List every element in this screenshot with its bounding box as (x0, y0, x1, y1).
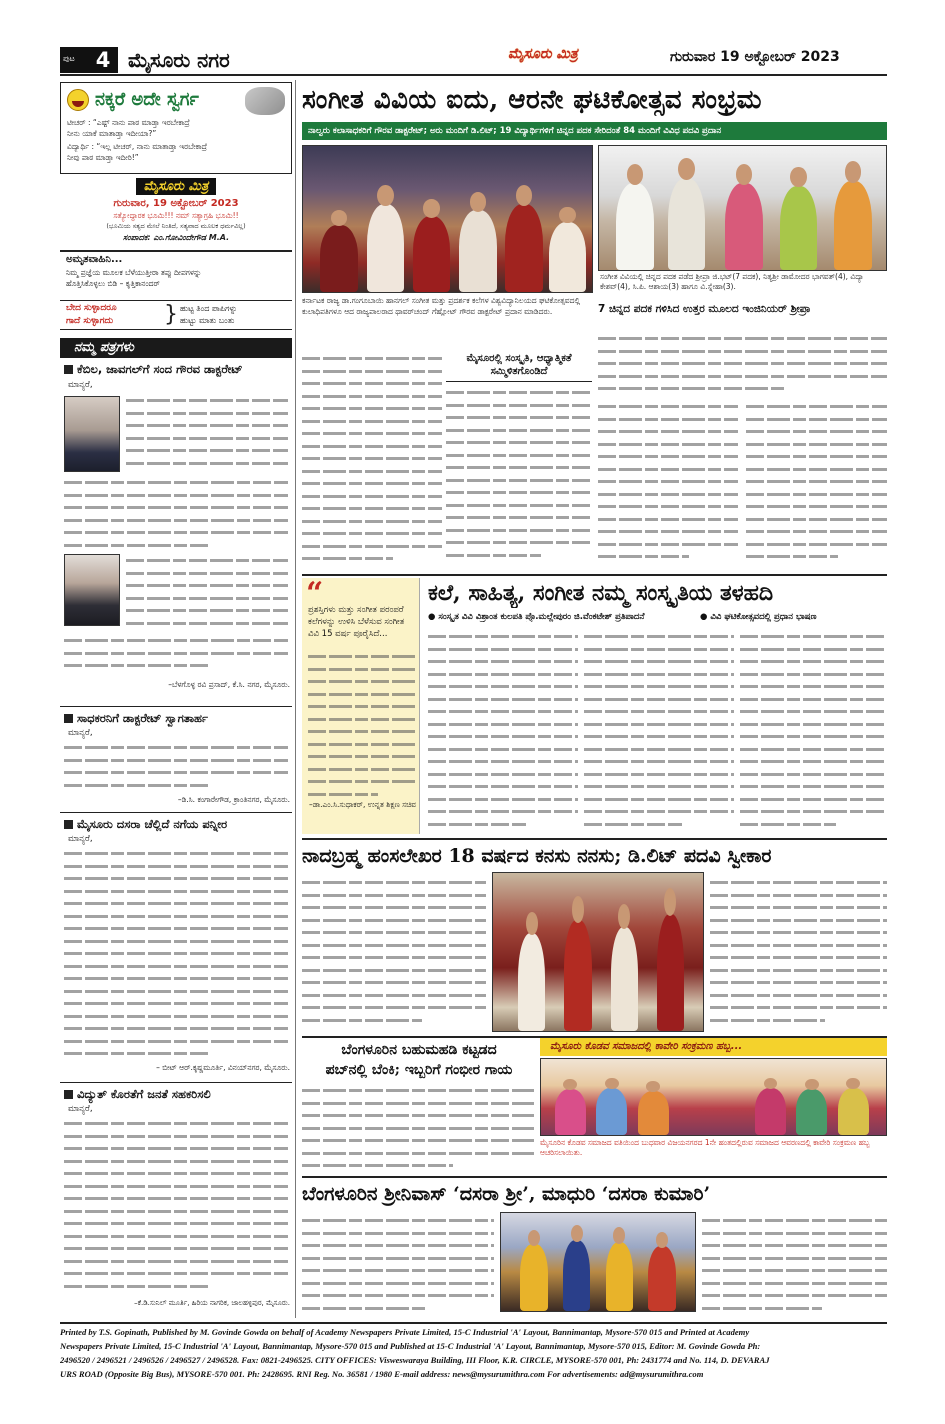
imprint (60, 1325, 887, 1381)
letter-2-body (64, 741, 288, 793)
gold-medalists-caption: ಸಂಗೀತ ವಿವಿಯಲ್ಲಿ ಚಿನ್ನದ ಪದಕ ಪಡೆದ ಶ್ರೀಪ್ರಾ ಜಿ.ಭಟ್(7 ಪದಕ), ನಿತ್ಯಶ್ರೀ ಡಾಮೋದರ ಭಾಗವತ್(4), ವಿದ್ಯಾ ಕೇಶವ್(4), ಸಿ.ಪಿ. ಆಶಾಯ(3) ಹಾಗೂ ವಿ.ಸ್ನೇಹಾ(3). (600, 272, 864, 291)
culture-quote-text: ಪ್ರಶಸ್ತಿಗಳು ಮತ್ತು ಸಂಗೀತ ಪರಂಪರೆ ಕಲೆಗಳನ್ನು ಉಳಿಸಿ ಬೆಳೆಸುವ ಸಂಗೀತ ವಿವಿ 15 ವರ್ಷ ಪೂರೈಸಿದೆ... (308, 605, 405, 639)
letter-3-body (64, 847, 288, 1059)
section-rule-2 (302, 838, 887, 840)
culture-sub-1: ● ಸಂಸ್ಕೃತ ವಿವಿ ವಿಶ್ರಾಂತ ಕುಲಪತಿ ಪ್ರೊ.ಮಲ್ಲೇಪುರಂ ಜಿ.ವೆಂಕಟೇಶ್ ಪ್ರತಿಪಾದನೆ (428, 612, 645, 622)
letter-1-sign: –ಬೆಳಗೊಳ್ಳ ರವಿ ಪ್ರಸಾದ್, ಕೆ.ಸಿ. ನಗರ, ಮೈಸೂರು. (168, 680, 290, 689)
joke-title: ನಕ್ಕರೆ ಅದೇ ಸ್ವರ್ಗ (95, 89, 199, 110)
letter-4-lead: ಮಾನ್ಯರೆ, (68, 1104, 93, 1114)
imprint-line-2: Newspapers Private Limited, 15-C Industrial 'A' Layout, Bannimantap, Mysore-570 015 and Published at 15-C Industrial 'A' Layout, Bannimantap, Mysore-570 015, Editor: M. Govinde Gowda Ph: (60, 1341, 761, 1351)
kodava-banner (540, 1038, 887, 1056)
letter-4-sign: –ಕೆ.ಡಿ.ಸುನಿಲ್ ಮೂರ್ತಿ, ಹಿರಿಯ ನಾಗರಿಕ, ಜಾಲಹಳ್ಳಿಪುರ, ಮೈಸೂರು. (134, 1299, 290, 1307)
side-story-body (446, 386, 592, 570)
quote-mark-icon: “ (306, 576, 324, 611)
joke-line-1: ಟೀಚರ್ : “ಎಷ್ಟ್ ನಾನು ಪಾಠ ಮಾಡ್ತಾ ಇರಬೇಕಾದ್ರೆ (67, 118, 190, 127)
gold-story-body (598, 332, 887, 394)
accident-headline-1: ಬೆಂಗಳೂರಿನ ಬಹುಮಹಡಿ ಕಟ್ಟಡದ (341, 1042, 497, 1058)
paper-box-tagline: ಸತ್ಯೋದ್ಧಾರಕ ಭೂಮಿ!!! ನಮ್ ಸತ್ಯಾಗ್ರಹಿ ಭೂಮಿ!! (113, 211, 239, 220)
imprint-line-3: 2496520 / 2496521 / 2496526 / 2496527 / 2496528. Fax: 0821-2496525. CITY OFFICES: Visweswaraya Building, III Floor, K.R. CIRCLE, MYSORE-570 001, Ph: 2431774 and No. 114, D. DEVARAJ (60, 1355, 770, 1365)
letter-1-body-a (126, 394, 288, 476)
paper-box-editor: ಸಂಪಾದಕ: ಎಂ.ಗೋವಿಂದೇಗೌಡ M.A. (122, 233, 230, 242)
letter-4 (60, 1082, 292, 1318)
page-label: ಪುಟ (63, 54, 75, 63)
bullet-square-icon (64, 365, 73, 374)
proverb-brace: } (164, 302, 178, 327)
imprint-rule (60, 1322, 887, 1324)
masthead-rule (60, 74, 887, 76)
section-title: ಮೈಸೂರು ನಗರ (128, 48, 230, 72)
letter-2-sign: –ಡಿ.ಸಿ. ಕಂಗಾರೇಗೌಡ, ಕ್ರಾಂತಿನಗರ, ಮೈಸೂರು. (177, 795, 290, 804)
letter-4-body (64, 1117, 288, 1291)
letter-2-lead: ಮಾನ್ಯರೆ, (68, 728, 93, 738)
proverb-q-2: ಗಾದೆ ಸುಳ್ಳಾಗದು (66, 316, 114, 326)
culture-body-col-3 (740, 630, 887, 834)
accident-body (302, 1084, 534, 1174)
lead-strap-text: ನಾಲ್ವರು ಕಲಾಸಾಧಕರಿಗೆ ಗೌರವ ಡಾಕ್ಟರೇಟ್; ಅರು ಮಂದಿಗೆ ಡಿ.ಲಿಟ್; 19 ವಿದ್ಯಾರ್ಥಿಗಳಿಗೆ ಚಿನ್ನದ ಪದಕ ಸೇರಿದಂತೆ 84 ಮಂದಿಗೆ ವಿವಿಧ ಪದವಿ ಪ್ರದಾನ (308, 126, 722, 136)
joke-box (60, 82, 292, 174)
letter-1-portrait (64, 396, 120, 472)
letter-4-title-text: ವಿದ್ಯುತ್ ಕೊರತೆಗೆ ಜನತೆ ಸಹಕರಿಸಲಿ (77, 1087, 211, 1101)
side-story-head: ಮೈಸೂರಲ್ಲಿ ಸಂಸ್ಕೃತಿ, ಆಧ್ಯಾತ್ಮಿಕತೆ ಸಮ್ಮಿಳಿತಗೊಂಡಿದೆ (446, 352, 592, 382)
section-rule-1 (302, 574, 887, 576)
lead-strap (302, 122, 887, 140)
culture-headline: ಕಲೆ, ಸಾಹಿತ್ಯ, ಸಂಗೀತ ನಮ್ಮ ಸಂಸ್ಕೃತಿಯ ತಳಹದಿ (428, 580, 774, 606)
joke-line-2: ನೀನು ಯಾಕೆ ಮಾತಾಡ್ತಾ ಇದೀಯಾ?” (67, 129, 157, 138)
letter-3-title (64, 817, 292, 832)
amrutha-line-1: ನಿಮ್ಮ ಪ್ರಜ್ಞೆಯ ಮೂಲಕ ಬೆಳೆಯುತ್ತೀರಾ ತಪ್ಪು ದೀಪಗಳನ್ನು (66, 268, 202, 277)
imprint-line-1: Printed by T.S. Gopinath, Published by M. Govinde Gowda on behalf of Academy Newspapers Private Limited, 15-C Industrial 'A' Layout, Bannimantap, Mysore-570 015 and Printed at Academy (60, 1327, 750, 1337)
letter-1 (60, 362, 292, 702)
letters-banner-title: ನಮ್ಮ ಪತ್ರಗಳು (74, 340, 134, 355)
culture-body-col-2 (584, 630, 734, 834)
culture-sub-2-text: ವಿವಿ ಘಟಿಕೋತ್ಸವದಲ್ಲಿ ಪ್ರಧಾನ ಭಾಷಣ (710, 612, 817, 622)
masthead-date: ಗುರುವಾರ 19 ಅಕ್ಟೋಬರ್ 2023 (670, 49, 840, 65)
lead-headline: ಸಂಗೀತ ವಿವಿಯ ಐದು, ಆರನೇ ಘಟಿಕೋತ್ಸವ ಸಂಭ್ರಮ (302, 85, 763, 115)
bullet-square-icon (64, 820, 73, 829)
letter-2-title-text: ಸಾಧಕರನಿಗೆ ಡಾಕ್ಟರೇಟ್ ಸ್ವಾಗತಾರ್ಹ (77, 711, 208, 725)
culture-sub-1-text: ಸಂಸ್ಕೃತ ವಿವಿ ವಿಶ್ರಾಂತ ಕುಲಪತಿ ಪ್ರೊ.ಮಲ್ಲೇಪುರಂ ಜಿ.ವೆಂಕಟೇಶ್ ಪ್ರತಿಪಾದನೆ (438, 612, 645, 622)
letter-1-body-c (126, 554, 288, 634)
convocation-caption: ಕರ್ನಾಟಕ ರಾಜ್ಯ ಡಾ.ಗಂಗೂಬಾಯಿ ಹಾನಗಲ್ ಸಂಗೀತ ಮತ್ತು ಪ್ರದರ್ಶಕ ಕಲೆಗಳ ವಿಶ್ವವಿದ್ಯಾನಿಲಯದ ಘಟಿಕೋತ್ಸವದಲ್ಲಿ ಕುಲಾಧಿಪತಿಗಳೂ ಆದ ರಾಜ್ಯಪಾಲರಾದ ಥಾವರ್‌ಚಂದ್ ಗೆಹ್ಲೋಟ್ ಗೌರವ ಡಾಕ್ಟರೇಟ್ ಪ್ರದಾನ ಮಾಡಿದರು. (302, 296, 581, 316)
paper-box-sub: (ಭೂಮಿಯ ಸತ್ಯದ ಮೇಲೆ ನಿಂತಿದೆ, ಸತ್ಯವಾದ ಮೂಲಕ ಧರ್ಮವಿಲ್ಲ) (106, 222, 246, 230)
letter-1-lead: ಮಾನ್ಯರೆ, (68, 380, 93, 390)
kodava-banner-text: ಮೈಸೂರು ಕೊಡವ ಸಮಾಜದಲ್ಲಿ ಕಾವೇರಿ ಸಂಕ್ರಮಣ ಹಬ್ಬ... (550, 1041, 743, 1052)
dasara-body-col-1 (302, 1214, 494, 1318)
cartoon-icon (245, 87, 285, 115)
paper-box-date: ಗುರುವಾರ, 19 ಅಕ್ಟೋಬರ್ 2023 (113, 198, 239, 209)
convocation-photo (302, 145, 593, 293)
letter-3-title-text: ಮೈಸೂರು ದಸರಾ ಚೆಲ್ಲಿದೆ ನಗೆಯ ಪನ್ನೀರ (77, 817, 228, 831)
joke-line-3: ವಿದ್ಯಾರ್ಥಿ : “ಇಲ್ಲ ಟೀಚರ್, ನಾನು ಮಾತಾಡ್ತಾ ಇರಬೇಕಾದ್ರೆ (67, 142, 208, 151)
hamsalekha-body-col-1 (302, 876, 486, 1032)
letter-1-body-d (64, 634, 288, 676)
letter-1-portrait-2 (64, 554, 120, 626)
dasara-photo (500, 1212, 696, 1312)
letter-1-title (64, 362, 292, 377)
section-rule-4 (302, 1176, 887, 1178)
bullet-square-icon (64, 714, 73, 723)
lead-body-col-1 (302, 352, 442, 570)
masthead (0, 0, 945, 76)
letter-3-lead: ಮಾನ್ಯರೆ, (68, 834, 93, 844)
gold-story-head: 7 ಚಿನ್ನದ ಪದಕ ಗಳಿಸಿದ ಉತ್ತರ ಮೂಲದ ಇಂಜಿನಿಯರ್ ಶ್ರೀಪ್ರಾ (598, 303, 811, 315)
letter-3-sign: – ಬೀಟ್ ಆರ್.ಕೃಷ್ಣಮೂರ್ತಿ, ವಿನಯ್‌ನಗರ, ಮೈಸೂರು. (156, 1063, 290, 1072)
hamsalekha-photo (492, 872, 704, 1032)
amrutha-section (60, 252, 292, 332)
hamsalekha-headline: ನಾದಬ್ರಹ್ಮ ಹಂಸಲೇಖರ 18 ವರ್ಷದ ಕನಸು ನನಸು; ಡಿ.ಲಿಟ್ ಪದವಿ ಸ್ವೀಕಾರ (302, 845, 772, 867)
kodava-caption: ಮೈಸೂರಿನ ಕೊಡವ ಸಮಾಜದ ವತಿಯಿಂದ ಬುಧವಾರ ವಿಜಯನಗರದ 1ನೇ ಹಂತದಲ್ಲಿರುವ ಸಮಾಜದ ಆವರಣದಲ್ಲಿ ಕಾವೇರಿ ಸಂಕ್ರಮಣ ಹಬ್ಬ ಆಚರಿಸಲಾಯಿತು. (540, 1138, 870, 1157)
amrutha-line-2: ಹೊತ್ತಿಸಿಕೊಳ್ಳಲು ಬಿಡಿ – ಕೃತ್ತಿಕಾನಂದರ್ (66, 279, 160, 288)
culture-sub-2: ● ವಿವಿ ಘಟಿಕೋತ್ಸವದಲ್ಲಿ ಪ್ರಧಾನ ಭಾಷಣ (700, 612, 817, 622)
side-story-box (446, 352, 592, 570)
gold-medalists-photo (598, 145, 887, 271)
left-column-divider (295, 80, 296, 1318)
letter-2-title (64, 711, 292, 726)
proverb-a-1: ಹುಟ್ಟ ತಿಂದ ಪಾಪಿಗಳ್ನು (180, 304, 238, 313)
page-label-box (60, 47, 90, 73)
paper-box (60, 174, 292, 248)
joke-line-4: ನೀವು ಪಾಠ ಮಾಡ್ತಾ ಇದೀರಿ!” (67, 153, 139, 162)
letter-3 (60, 812, 292, 1080)
imprint-line-4: URS ROAD (Opposite Big Bus), MYSORE-570 001. Ph: 2428695. RNI Reg. No. 36581 / 1980 E-mail address: news@mysurumithra.com For advertisements: ad@mysurumithra.com (60, 1369, 704, 1379)
culture-quote-body (308, 650, 416, 798)
proverb-q-1: ಬೇದ ಸುಳ್ಳಾದರೂ (66, 303, 117, 313)
page-number-box (88, 47, 118, 73)
letter-1-title-text: ಕೆಬಿಲ, ಜಾವಗಲ್‌ಗೆ ಸಂದ ಗೌರವ ಡಾಕ್ಟರೇಟ್ (77, 362, 243, 376)
hamsalekha-body-col-2 (710, 876, 887, 1032)
culture-body-col-1 (428, 630, 578, 834)
page-number: 4 (95, 48, 111, 72)
laughing-face-icon (67, 89, 89, 111)
dasara-body-col-2 (702, 1214, 887, 1318)
proverb-a-2: ಹುಟ್ಟು ಮಾತು ಬಂತು (180, 316, 235, 325)
masthead-logo: ಮೈಸೂರು ಮಿತ್ರ (508, 46, 578, 62)
kodava-photo (540, 1058, 887, 1136)
paper-box-logo: ಮೈಸೂರು ಮಿತ್ರ (136, 178, 217, 195)
amrutha-title: ಅಮೃತವಾಹಿನಿ... (66, 254, 123, 265)
letters-banner (60, 338, 292, 358)
letter-2 (60, 706, 292, 810)
culture-quote-box (302, 578, 420, 834)
proverb-box (60, 300, 292, 330)
dasara-headline: ಬೆಂಗಳೂರಿನ ಶ್ರೀನಿವಾಸ್ ‘ದಸರಾ ಶ್ರೀ’, ಮಾಧುರಿ ‘ದಸರಾ ಕುಮಾರಿ’ (302, 1183, 711, 1205)
culture-quote-sign: –ಡಾ.ಎಂ.ಸಿ.ಸುಧಾಕರ್, ಉನ್ನತ ಶಿಕ್ಷಣ ಸಚಿವ (308, 800, 416, 809)
bullet-square-icon (64, 1090, 73, 1099)
accident-headline-2: ಪಬ್‌ನಲ್ಲಿ ಬೆಂಕಿ; ಇಬ್ಬರಿಗೆ ಗಂಭೀರ ಗಾಯ (325, 1062, 513, 1078)
lead-body-col-3 (598, 400, 738, 570)
letter-4-title (64, 1087, 292, 1102)
lead-body-col-4 (746, 400, 887, 570)
letter-1-body-b (64, 476, 288, 556)
